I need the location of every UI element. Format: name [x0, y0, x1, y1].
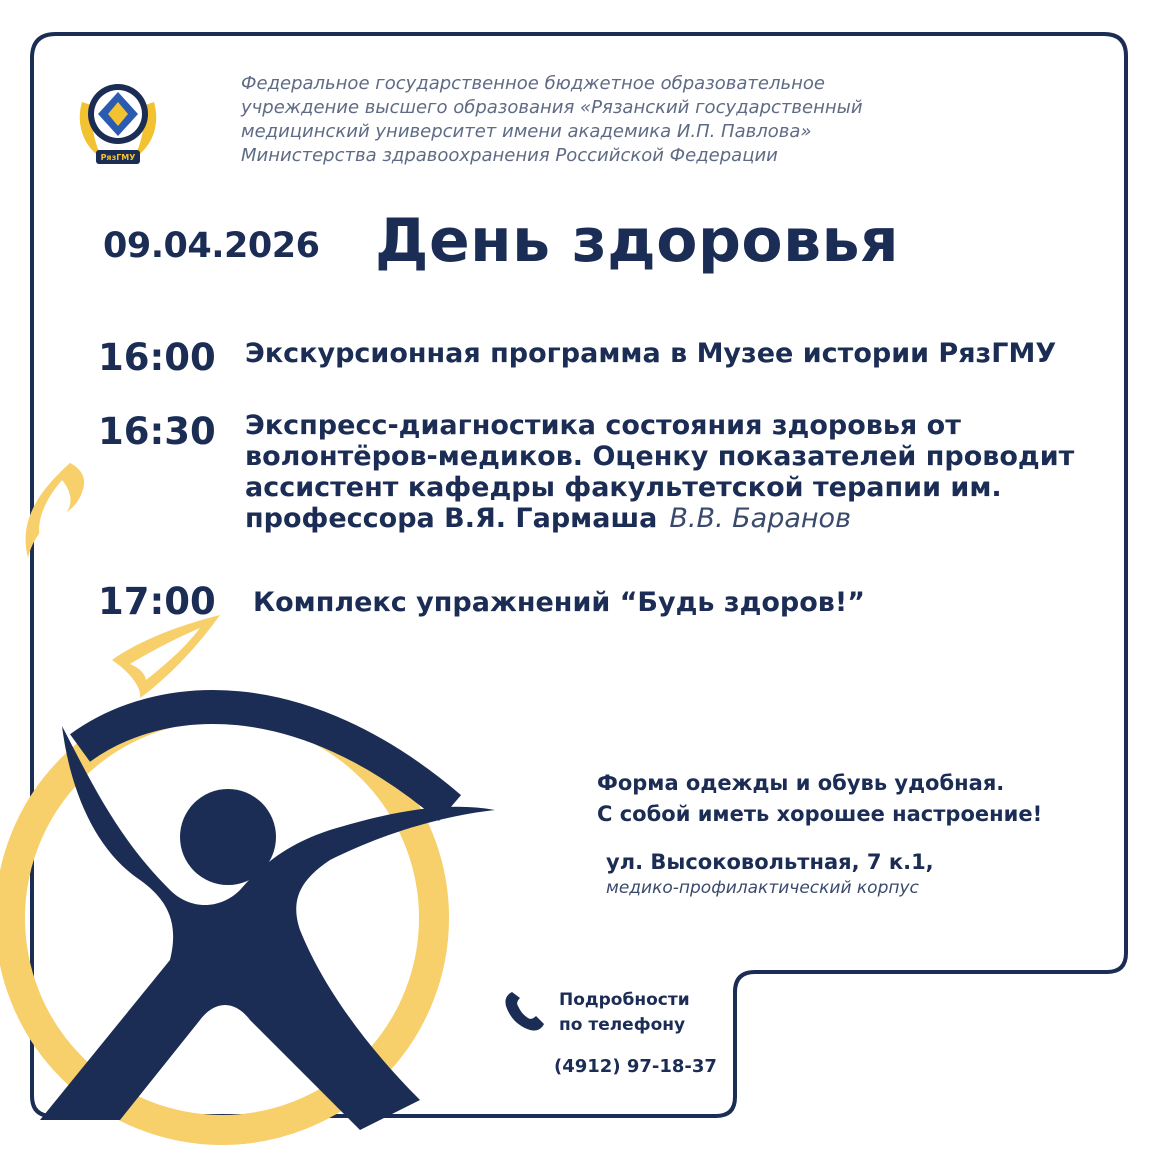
schedule-time: 16:30	[98, 410, 216, 453]
schedule-time: 17:00	[98, 580, 216, 623]
contact-label-line: по телефону	[559, 1015, 686, 1035]
event-title: День здоровья	[375, 206, 900, 276]
attire-note	[597, 768, 1042, 830]
address-building: медико-профилактический корпус	[606, 878, 919, 898]
org-line: учреждение высшего образования «Рязанский государственный	[241, 97, 863, 118]
note-line: С собой иметь хорошее настроение!	[597, 802, 1043, 826]
note-line: Форма одежды и обувь удобная.	[597, 771, 1005, 795]
schedule-line: ассистент кафедры факультетской терапии им.	[245, 472, 1002, 503]
phone-icon	[500, 988, 548, 1036]
speaker-name: В.В. Баранов	[669, 503, 851, 534]
schedule-item	[245, 338, 1056, 369]
org-line: Федеральное государственное бюджетное образовательное	[241, 73, 825, 94]
address-street: ул. Высоковольтная, 7 к.1,	[606, 850, 934, 874]
schedule-line: профессора В.Я. Гармаша	[245, 503, 658, 534]
university-emblem-icon	[72, 62, 164, 170]
org-line: Министерства здравоохранения Российской Федерации	[241, 145, 778, 166]
logo-text: РязГМУ	[100, 153, 136, 162]
schedule-item	[253, 587, 865, 618]
phone-number[interactable]: (4912) 97-18-37	[554, 1056, 717, 1077]
contact-label-line: Подробности	[559, 990, 690, 1010]
schedule-time: 16:00	[98, 336, 216, 379]
schedule-line: Экспресс-диагностика состояния здоровья от	[245, 410, 961, 441]
schedule-line: Комплекс упражнений “Будь здоров!”	[253, 587, 865, 618]
org-line: медицинский университет имени академика И.П. Павлова»	[241, 121, 812, 142]
schedule-line: Экскурсионная программа в Музее истории РязГМУ	[245, 338, 1057, 369]
event-date: 09.04.2026	[103, 226, 320, 266]
schedule-item	[245, 410, 1074, 534]
contact-label	[559, 988, 690, 1038]
organization-name	[241, 72, 941, 168]
schedule-line: волонтёров-медиков. Оценку показателей проводит	[245, 441, 1075, 472]
